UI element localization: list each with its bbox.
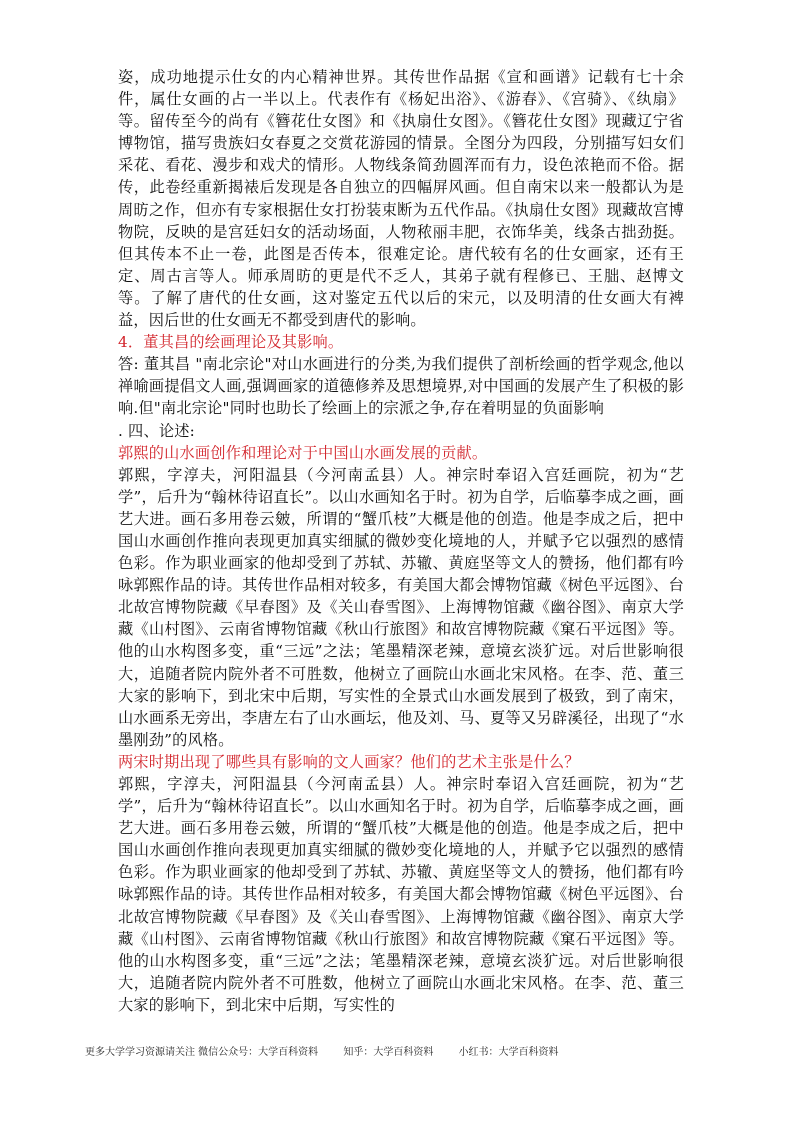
footer-wechat: 更多大学学习资源请关注 微信公众号：大学百科资料 <box>85 1047 319 1058</box>
page-footer <box>85 1043 581 1058</box>
paragraph-tang-ladies: 姿，成功地提示仕女的内心精神世界。其传世作品据《宣和画谱》记载有七十余件，属仕女画的占一半以上。代表作有《杨妃出浴》、《游春》、《宫骑》、《纨扇》等。留传至今的尚有《簪花仕女图》和《执扇仕女图》。《簪花仕女图》现藏辽宁省博物馆，描写贵族妇女春夏之交赏花游园的情景。全图分为四段，分别描写妇女们采花、看花、漫步和戏犬的情形。人物线条简劲圆浑而有力，设色浓艳而不俗。据传，此卷经重新揭裱后发现是各自独立的四幅屏风画。但自南宋以来一般都认为是周昉之作，但亦有专家根据仕女打扮装束断为五代作品。《执扇仕女图》现藏故宫博物院，反映的是宫廷妇女的活动场面，人物秾丽丰肥，衣饰华美，线条古拙劲挺。但其传本不止一卷，此图是否传本，很难定论。唐代较有名的仕女画家，还有王定、周古言等人。师承周昉的更是代不乏人，其弟子就有程修已、王朏、赵博文等。了解了唐代的仕女画，这对鉴定五代以后的宋元，以及明清的仕女画大有裨益，因后世的仕女画无不都受到唐代的影响。 <box>118 68 684 330</box>
question-4-heading: 4．董其昌的绘画理论及其影响。 <box>118 333 344 352</box>
question-guoxi-heading: 郭熙的山水画创作和理论对于中国山水画发展的贡献。 <box>118 443 488 462</box>
paragraph-guoxi: 郭熙，字淳夫，河阳温县（今河南孟县）人。神宗时奉诏入宫廷画院，初为“艺学”，后升为“翰林待诏直长”。以山水画知名于时。初为自学，后临摹李成之画，画艺大进。画石多用卷云皴，所谓的“蟹爪枝”大概是他的创造。他是李成之后，把中国山水画创作推向表现更加真实细腻的微妙变化境地的人，并赋予它以强烈的感情色彩。作为职业画家的他却受到了苏轼、苏辙、黄庭坚等文人的赞扬，他们都有吟咏郭熙作品的诗。其传世作品相对较多，有美国大都会博物馆藏《树色平远图》、台北故宫博物院藏《早春图》及《关山春雪图》、上海博物馆藏《幽谷图》、南京大学藏《山村图》、云南省博物馆藏《秋山行旅图》和故宫博物院藏《窠石平远图》等。 他的山水构图多变，重“三远”之法；笔墨精深老辣，意境玄淡犷远。对后世影响很大，追随者院内院外者不可胜数，他树立了画院山水画北宋风格。在李、范、董三大家的影响下，到北宋中后期，写实性的全景式山水画发展到了极致，到了南宋，山水画系无旁出，李唐左右了山水画坛，他及刘、马、夏等又另辟溪径，出现了“水墨刚劲”的风格。 <box>118 465 684 749</box>
document-body <box>118 66 684 1016</box>
footer-zhihu: 知乎：大学百科资料 <box>343 1047 434 1058</box>
paragraph-guoxi-repeat: 郭熙，字淳夫，河阳温县（今河南孟县）人。神宗时奉诏入宫廷画院，初为“艺学”，后升为“翰林待诏直长”。以山水画知名于时。初为自学，后临摹李成之画，画艺大进。画石多用卷云皴，所谓的“蟹爪枝”大概是他的创造。他是李成之后，把中国山水画创作推向表现更加真实细腻的微妙变化境地的人，并赋予它以强烈的感情色彩。作为职业画家的他却受到了苏轼、苏辙、黄庭坚等文人的赞扬，他们都有吟咏郭熙作品的诗。其传世作品相对较多，有美国大都会博物馆藏《树色平远图》、台北故宫博物院藏《早春图》及《关山春雪图》、上海博物馆藏《幽谷图》、南京大学藏《山村图》、云南省博物馆藏《秋山行旅图》和故宫博物院藏《窠石平远图》等。 他的山水构图多变，重“三远”之法；笔墨精深老辣，意境玄淡犷远。对后世影响很大，追随者院内院外者不可胜数，他树立了画院山水画北宋风格。在李、范、董三大家的影响下，到北宋中后期，写实性的 <box>118 775 684 1014</box>
question-song-literati-heading: 两宋时期出现了哪些具有影响的文人画家？他们的艺术主张是什么？ <box>118 752 580 771</box>
footer-xiaohongshu: 小红书：大学百科资料 <box>458 1047 559 1058</box>
section-heading-discussion: . 四、论述: <box>118 421 195 440</box>
answer-4: 答: 董其昌 "南北宗论"对山水画进行的分类,为我们提供了剖析绘画的哲学观念,他以禅喻画提倡文人画,强调画家的道德修养及思想境界,对中国画的发展产生了积极的影响.但"南北宗论"同时也助长了绘画上的宗派之争,存在着明显的负面影响 <box>118 355 684 418</box>
